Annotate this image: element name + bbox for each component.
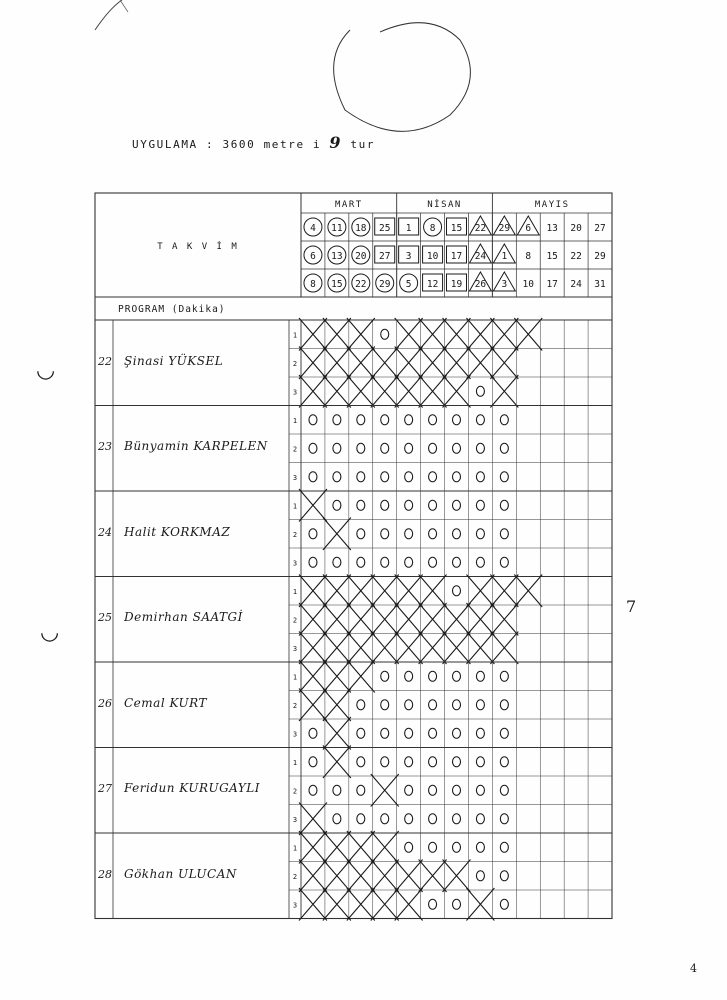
session-mark-o [476, 415, 484, 425]
session-mark-o [429, 500, 437, 510]
session-mark-x [299, 660, 327, 693]
session-mark-o [405, 842, 413, 852]
session-mark-o [381, 329, 389, 339]
session-mark-o [429, 472, 437, 482]
session-mark-o [453, 415, 461, 425]
session-mark-x [371, 575, 399, 608]
athlete-name: Demirhan SAATGİ [124, 610, 243, 625]
session-mark-x [466, 632, 494, 665]
month-label: MAYIS [534, 200, 570, 210]
session-number: 3 [292, 473, 298, 482]
session-mark-x [514, 575, 542, 608]
date-number: 6 [525, 223, 532, 234]
session-number: 1 [292, 416, 298, 425]
session-mark-x [419, 375, 447, 408]
session-mark-x [419, 575, 447, 608]
session-mark-x [466, 575, 494, 608]
session-mark-o [357, 443, 365, 453]
session-mark-o [357, 728, 365, 738]
session-mark-o [333, 415, 341, 425]
session-mark-x [395, 603, 423, 636]
date-number: 15 [546, 251, 558, 262]
session-mark-x [347, 575, 375, 608]
session-mark-x [299, 689, 327, 722]
session-mark-o [476, 700, 484, 710]
session-mark-o [405, 472, 413, 482]
session-mark-x [323, 603, 351, 636]
session-number: 1 [292, 331, 298, 340]
session-mark-o [453, 443, 461, 453]
session-mark-o [429, 415, 437, 425]
session-mark-x [371, 603, 399, 636]
session-mark-x [490, 318, 518, 351]
session-mark-x [299, 375, 327, 408]
session-mark-x [490, 375, 518, 408]
session-mark-o [405, 728, 413, 738]
session-mark-x [323, 347, 351, 380]
session-mark-o [309, 757, 317, 767]
athlete-name: Şinasi YÜKSEL [124, 353, 224, 368]
session-mark-o [405, 700, 413, 710]
session-number: 2 [292, 445, 298, 454]
session-mark-o [405, 814, 413, 824]
session-number: 3 [292, 901, 298, 910]
session-mark-x [347, 831, 375, 864]
session-mark-x [395, 632, 423, 665]
punch-hole-mark-bottom: ◡ [40, 620, 60, 645]
session-mark-o [453, 472, 461, 482]
session-mark-x [299, 632, 327, 665]
session-mark-x [323, 660, 351, 693]
session-mark-o [381, 757, 389, 767]
athlete-name: Cemal KURT [124, 695, 207, 710]
session-number: 3 [292, 815, 298, 824]
session-mark-x [323, 746, 351, 779]
date-number: 24 [474, 251, 487, 262]
session-mark-o [476, 814, 484, 824]
session-mark-x [347, 888, 375, 921]
athlete-number: 23 [98, 440, 112, 454]
session-mark-o [381, 700, 389, 710]
session-mark-o [357, 472, 365, 482]
athlete-number: 24 [98, 525, 112, 539]
date-number: 29 [594, 251, 606, 262]
session-mark-x [323, 689, 351, 722]
session-mark-o [453, 700, 461, 710]
session-mark-o [357, 500, 365, 510]
session-mark-x [395, 860, 423, 893]
session-mark-o [357, 700, 365, 710]
heading-laps: 9 [329, 133, 343, 152]
session-mark-o [309, 785, 317, 795]
session-mark-o [500, 899, 508, 909]
date-number: 8 [429, 223, 436, 234]
session-mark-x [466, 603, 494, 636]
date-number: 8 [310, 279, 316, 290]
session-mark-x [299, 803, 327, 836]
athlete-name: Bünyamin KARPELEN [124, 439, 268, 454]
session-mark-o [381, 500, 389, 510]
session-mark-o [333, 785, 341, 795]
date-number: 20 [355, 251, 367, 262]
session-mark-x [299, 831, 327, 864]
session-mark-x [466, 318, 494, 351]
session-mark-x [371, 375, 399, 408]
date-number: 20 [570, 223, 582, 234]
session-mark-o [476, 529, 484, 539]
session-mark-x [395, 347, 423, 380]
session-mark-x [347, 603, 375, 636]
session-mark-o [453, 529, 461, 539]
session-mark-o [357, 814, 365, 824]
session-mark-o [453, 728, 461, 738]
session-mark-o [309, 472, 317, 482]
session-mark-x [419, 860, 447, 893]
session-number: 3 [292, 730, 298, 739]
date-number: 10 [522, 279, 534, 290]
session-mark-o [500, 557, 508, 567]
session-mark-o [429, 785, 437, 795]
date-number: 22 [570, 251, 582, 262]
session-number: 3 [292, 644, 298, 653]
athlete-number: 22 [98, 354, 112, 368]
session-mark-o [405, 443, 413, 453]
date-number: 17 [546, 279, 558, 290]
athlete-number: 28 [98, 867, 112, 881]
session-mark-o [453, 557, 461, 567]
heading-distance: 3600 metre [222, 138, 305, 151]
date-number: 22 [355, 279, 367, 290]
session-mark-x [443, 318, 471, 351]
session-mark-x [323, 575, 351, 608]
heading-separator: i [312, 138, 322, 151]
session-mark-o [381, 728, 389, 738]
date-number: 18 [355, 223, 367, 234]
date-number: 25 [379, 223, 391, 234]
date-number: 8 [525, 251, 532, 262]
date-number: 6 [310, 251, 316, 262]
session-mark-o [453, 500, 461, 510]
session-mark-x [466, 888, 494, 921]
session-number: 3 [292, 559, 298, 568]
session-mark-o [381, 557, 389, 567]
date-number: 31 [594, 279, 606, 290]
session-mark-x [347, 632, 375, 665]
date-number: 15 [450, 223, 463, 234]
session-mark-x [443, 632, 471, 665]
session-mark-o [500, 415, 508, 425]
session-mark-x [490, 603, 518, 636]
date-number: 3 [501, 279, 508, 290]
session-mark-x [371, 831, 399, 864]
session-mark-o [476, 557, 484, 567]
session-mark-o [500, 700, 508, 710]
session-mark-x [371, 347, 399, 380]
session-mark-o [309, 443, 317, 453]
athlete-number: 26 [98, 696, 112, 710]
session-mark-o [333, 443, 341, 453]
session-number: 1 [292, 673, 298, 682]
session-mark-o [453, 671, 461, 681]
session-number: 2 [292, 872, 298, 881]
session-mark-x [299, 347, 327, 380]
session-mark-o [429, 529, 437, 539]
date-number: 4 [310, 223, 316, 234]
session-mark-x [371, 888, 399, 921]
session-mark-o [405, 757, 413, 767]
session-mark-o [500, 500, 508, 510]
session-mark-o [405, 529, 413, 539]
date-number: 11 [331, 223, 343, 234]
session-number: 2 [292, 616, 298, 625]
session-mark-o [357, 529, 365, 539]
session-mark-o [500, 728, 508, 738]
session-mark-o [500, 671, 508, 681]
session-mark-o [429, 700, 437, 710]
athlete-number: 25 [98, 611, 112, 625]
session-mark-o [476, 472, 484, 482]
session-mark-x [395, 375, 423, 408]
session-mark-x [490, 632, 518, 665]
session-mark-o [500, 443, 508, 453]
session-mark-o [476, 728, 484, 738]
session-mark-x [466, 347, 494, 380]
session-mark-o [357, 785, 365, 795]
session-mark-o [309, 415, 317, 425]
page-corner-number: 4 [690, 962, 697, 975]
session-mark-x [395, 318, 423, 351]
date-number: 22 [474, 223, 487, 234]
date-number: 12 [426, 279, 439, 290]
date-number: 27 [594, 223, 606, 234]
session-mark-o [381, 814, 389, 824]
session-mark-o [453, 586, 461, 596]
session-mark-o [381, 671, 389, 681]
session-mark-x [347, 347, 375, 380]
session-mark-o [429, 443, 437, 453]
session-mark-o [429, 728, 437, 738]
date-number: 13 [546, 223, 558, 234]
session-number: 2 [292, 530, 298, 539]
session-mark-x [443, 347, 471, 380]
session-mark-x [323, 632, 351, 665]
athlete-name: Halit KORKMAZ [124, 524, 231, 539]
session-mark-o [309, 557, 317, 567]
session-mark-o [429, 842, 437, 852]
session-mark-o [453, 785, 461, 795]
session-mark-x [347, 375, 375, 408]
session-mark-o [309, 529, 317, 539]
heading-unit: tur [350, 138, 376, 151]
date-number: 13 [331, 251, 343, 262]
session-mark-o [500, 842, 508, 852]
session-mark-x [443, 603, 471, 636]
session-mark-x [371, 860, 399, 893]
session-mark-x [419, 603, 447, 636]
date-number: 29 [379, 279, 391, 290]
session-mark-o [500, 785, 508, 795]
session-mark-x [347, 318, 375, 351]
session-mark-x [299, 575, 327, 608]
table-frame [95, 193, 612, 919]
session-mark-x [419, 318, 447, 351]
session-number: 1 [292, 844, 298, 853]
session-mark-x [490, 575, 518, 608]
month-label: MART [335, 200, 363, 210]
session-mark-o [453, 899, 461, 909]
session-number: 2 [292, 359, 298, 368]
session-mark-o [500, 529, 508, 539]
session-number: 1 [292, 758, 298, 767]
session-mark-o [476, 443, 484, 453]
session-mark-o [405, 415, 413, 425]
session-mark-o [333, 472, 341, 482]
session-mark-o [405, 500, 413, 510]
session-number: 3 [292, 388, 298, 397]
athlete-name: Gökhan ULUCAN [124, 866, 237, 881]
month-label: NİSAN [427, 200, 462, 210]
session-mark-o [500, 871, 508, 881]
session-mark-o [429, 899, 437, 909]
session-number: 1 [292, 502, 298, 511]
session-mark-x [323, 888, 351, 921]
session-mark-o [333, 814, 341, 824]
session-mark-x [395, 888, 423, 921]
athlete-name: Feridun KURUGAYLI [124, 781, 260, 796]
punch-hole-mark-top: ◡ [36, 358, 56, 383]
session-mark-x [323, 318, 351, 351]
session-mark-o [405, 785, 413, 795]
date-number: 1 [501, 251, 508, 262]
session-mark-x [323, 717, 351, 750]
session-mark-o [453, 757, 461, 767]
session-mark-o [429, 557, 437, 567]
session-number: 2 [292, 787, 298, 796]
session-mark-o [333, 557, 341, 567]
session-mark-x [299, 603, 327, 636]
date-number: 17 [450, 251, 463, 262]
session-mark-o [309, 728, 317, 738]
session-mark-o [500, 814, 508, 824]
session-mark-o [453, 842, 461, 852]
session-mark-o [333, 500, 341, 510]
athlete-number: 27 [98, 782, 112, 796]
session-mark-x [347, 860, 375, 893]
heading-label: UYGULAMA : [132, 138, 215, 151]
session-mark-o [429, 814, 437, 824]
session-mark-x [371, 632, 399, 665]
session-mark-o [476, 671, 484, 681]
session-mark-x [299, 489, 327, 522]
session-mark-x [443, 375, 471, 408]
session-mark-o [357, 757, 365, 767]
date-number: 24 [570, 279, 582, 290]
session-number: 1 [292, 587, 298, 596]
session-mark-x [419, 632, 447, 665]
session-mark-o [476, 871, 484, 881]
session-number: 2 [292, 701, 298, 710]
date-number: 5 [405, 279, 412, 290]
session-mark-x [323, 860, 351, 893]
date-number: 3 [405, 251, 412, 262]
session-mark-o [476, 842, 484, 852]
program-label: PROGRAM (Dakika) [118, 304, 226, 315]
session-mark-o [357, 415, 365, 425]
session-mark-o [476, 500, 484, 510]
session-mark-o [500, 757, 508, 767]
session-mark-o [381, 529, 389, 539]
session-mark-o [429, 671, 437, 681]
session-mark-o [476, 386, 484, 396]
session-mark-o [453, 814, 461, 824]
session-mark-x [514, 318, 542, 351]
session-mark-x [299, 318, 327, 351]
session-mark-x [323, 375, 351, 408]
session-mark-o [500, 472, 508, 482]
session-mark-o [429, 757, 437, 767]
session-mark-x [299, 860, 327, 893]
session-mark-x [490, 347, 518, 380]
session-mark-o [405, 557, 413, 567]
session-mark-x [323, 518, 351, 551]
date-number: 15 [331, 279, 343, 290]
session-mark-x [443, 860, 471, 893]
session-mark-o [476, 785, 484, 795]
session-mark-x [323, 831, 351, 864]
date-number: 1 [405, 223, 412, 234]
session-mark-o [357, 557, 365, 567]
margin-number: 7 [626, 597, 637, 616]
session-mark-o [381, 472, 389, 482]
session-mark-x [419, 347, 447, 380]
date-number: 19 [450, 279, 463, 290]
date-number: 29 [498, 223, 511, 234]
session-mark-o [476, 757, 484, 767]
session-mark-o [405, 671, 413, 681]
session-mark-x [395, 575, 423, 608]
session-mark-x [371, 774, 399, 807]
session-mark-x [299, 888, 327, 921]
session-mark-o [381, 415, 389, 425]
session-mark-o [381, 443, 389, 453]
date-number: 10 [426, 251, 439, 262]
session-mark-x [347, 660, 375, 693]
date-number: 26 [474, 279, 487, 290]
calendar-title: T A K V İ M [157, 242, 239, 252]
date-number: 27 [379, 251, 391, 262]
